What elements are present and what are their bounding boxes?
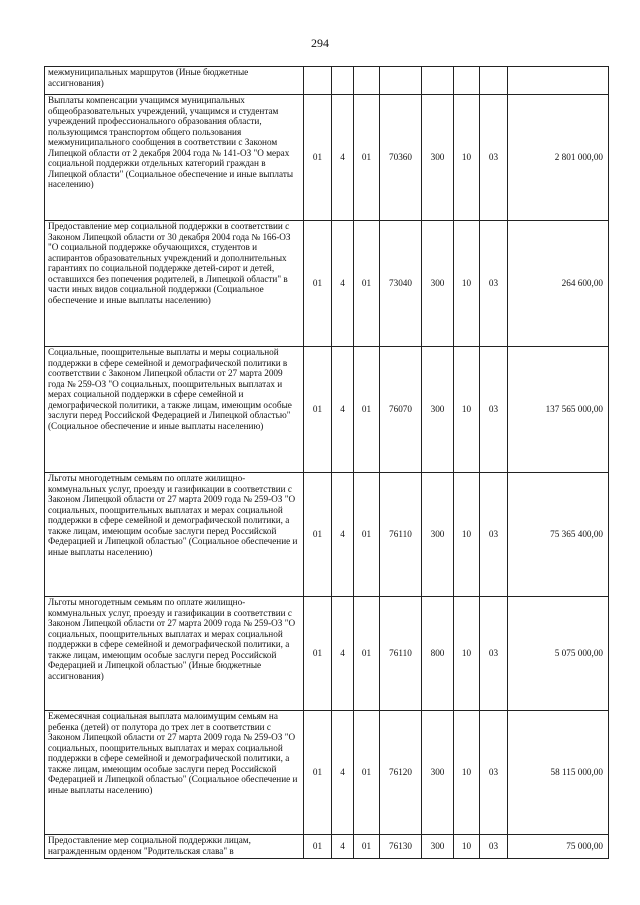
- code-cell: 10: [454, 597, 480, 711]
- code-cell: 4: [332, 347, 354, 473]
- code-cell: 03: [480, 597, 508, 711]
- code-cell: 01: [304, 221, 332, 347]
- code-cell: 10: [454, 711, 480, 835]
- code-cell: 10: [454, 835, 480, 859]
- page-number: 294: [311, 36, 329, 50]
- code-cell: 01: [304, 835, 332, 859]
- code-cell: 76120: [380, 711, 422, 835]
- amount-cell: 75 000,00: [508, 835, 609, 859]
- table-row: [45, 95, 609, 221]
- code-cell: 4: [332, 221, 354, 347]
- code-cell: 4: [332, 597, 354, 711]
- code-cell: 76110: [380, 597, 422, 711]
- code-cell: 10: [454, 347, 480, 473]
- code-cell: [454, 67, 480, 95]
- code-cell: 10: [454, 221, 480, 347]
- table-row: [45, 473, 609, 597]
- code-cell: [354, 67, 380, 95]
- code-cell: 03: [480, 835, 508, 859]
- code-cell: [480, 67, 508, 95]
- code-cell: 10: [454, 473, 480, 597]
- code-cell: 01: [304, 347, 332, 473]
- code-cell: 03: [480, 473, 508, 597]
- code-cell: 01: [354, 95, 380, 221]
- code-cell: 76130: [380, 835, 422, 859]
- code-cell: 4: [332, 711, 354, 835]
- code-cell: 300: [422, 473, 454, 597]
- code-cell: 4: [332, 835, 354, 859]
- code-cell: 03: [480, 95, 508, 221]
- code-cell: 01: [354, 221, 380, 347]
- table-row: [45, 221, 609, 347]
- code-cell: 300: [422, 711, 454, 835]
- row-description: Льготы многодетным семьям по оплате жилищно-коммунальных услуг, проезду и газификации в соответствии с Законом Липецкой области от 27 марта 2009 года № 259-ОЗ "О социальных, поощрительных выплатах и мерах социальной поддержки в сфере семейной и демографической политики, а также лицам, имеющим особые заслуги перед Российской Федерацией и Липецкой областью" (Социальное обеспечение и иные выплаты населению): [45, 473, 304, 597]
- code-cell: 800: [422, 597, 454, 711]
- code-cell: 300: [422, 221, 454, 347]
- code-cell: 01: [354, 597, 380, 711]
- row-description: Выплаты компенсации учащимся муниципальных общеобразовательных учреждений, учащимся и студентам учреждений профессионального образования области, пользующимся транспортом общего пользования межмуниципального сообщения в соответствии с Законом Липецкой области от 2 декабря 2004 года № 141-ОЗ "О мерах социальной поддержки отдельных категорий граждан в Липецкой области" (Социальное обеспечение и иные выплаты населению): [45, 95, 304, 221]
- row-description: Ежемесячная социальная выплата малоимущим семьям на ребенка (детей) от полутора до трех лет в соответствии с Законом Липецкой области от 27 марта 2009 года № 259-ОЗ "О социальных, поощрительных выплатах и мерах социальной поддержки в сфере семейной и демографической политики, а также лицам, имеющим особые заслуги перед Российской Федерацией и Липецкой областью" (Социальное обеспечение и иные выплаты населению): [45, 711, 304, 835]
- code-cell: 03: [480, 711, 508, 835]
- code-cell: 76070: [380, 347, 422, 473]
- amount-cell: 137 565 000,00: [508, 347, 609, 473]
- code-cell: 4: [332, 473, 354, 597]
- code-cell: 10: [454, 95, 480, 221]
- amount-cell: 75 365 400,00: [508, 473, 609, 597]
- table-row: [45, 67, 609, 95]
- table-row: [45, 597, 609, 711]
- table-row: [45, 711, 609, 835]
- row-description: Социальные, поощрительные выплаты и меры социальной поддержки в сфере семейной и демографической политики в соответствии с Законом Липецкой области от 27 марта 2009 года № 259-ОЗ "О социальных, поощрительных выплатах и мерах социальной поддержки в сфере семейной и демографической политики, а также лицам, имеющим особые заслуги перед Российской Федерацией и Липецкой областью" (Социальное обеспечение и иные выплаты населению): [45, 347, 304, 473]
- code-cell: [422, 67, 454, 95]
- code-cell: 300: [422, 347, 454, 473]
- row-description-text: Предоставление мер социальной поддержки лицам, награжденным орденом "Родительская слава" в: [48, 835, 251, 856]
- amount-cell: 5 075 000,00: [508, 597, 609, 711]
- code-cell: 01: [354, 711, 380, 835]
- row-description: межмуниципальных маршрутов (Иные бюджетные ассигнования): [45, 67, 304, 95]
- row-description: Предоставление мер социальной поддержки в соответствии с Законом Липецкой области от 30 декабря 2004 года № 166-ОЗ "О социальной поддержке обучающихся, студентов и аспирантов образовательных учреждений и дополнительных гарантиях по социальной поддержке детей-сирот и детей, оставшихся без попечения родителей, в Липецкой области" в части иных видов социальной поддержки (Социальное обеспечение и иные выплаты населению): [45, 221, 304, 347]
- code-cell: 01: [304, 711, 332, 835]
- code-cell: [304, 67, 332, 95]
- code-cell: 03: [480, 221, 508, 347]
- code-cell: 01: [354, 473, 380, 597]
- amount-cell: [508, 67, 609, 95]
- code-cell: 76110: [380, 473, 422, 597]
- code-cell: [332, 67, 354, 95]
- code-cell: 01: [354, 347, 380, 473]
- budget-table: [44, 66, 609, 859]
- code-cell: 70360: [380, 95, 422, 221]
- code-cell: 01: [354, 835, 380, 859]
- amount-cell: 2 801 000,00: [508, 95, 609, 221]
- code-cell: 01: [304, 473, 332, 597]
- code-cell: 03: [480, 347, 508, 473]
- table-row: [45, 347, 609, 473]
- code-cell: 300: [422, 835, 454, 859]
- code-cell: 01: [304, 95, 332, 221]
- table-row: [45, 835, 609, 859]
- amount-cell: 264 600,00: [508, 221, 609, 347]
- code-cell: 73040: [380, 221, 422, 347]
- code-cell: 01: [304, 597, 332, 711]
- code-cell: 4: [332, 95, 354, 221]
- amount-cell: 58 115 000,00: [508, 711, 609, 835]
- row-description: [45, 835, 304, 859]
- code-cell: 300: [422, 95, 454, 221]
- row-description: Льготы многодетным семьям по оплате жилищно-коммунальных услуг, проезду и газификации в соответствии с Законом Липецкой области от 27 марта 2009 года № 259-ОЗ "О социальных, поощрительных выплатах и мерах социальной поддержки в сфере семейной и демографической политики, а также лицам, имеющим особые заслуги перед Российской Федерацией и Липецкой областью" (Иные бюджетные ассигнования): [45, 597, 304, 711]
- code-cell: [380, 67, 422, 95]
